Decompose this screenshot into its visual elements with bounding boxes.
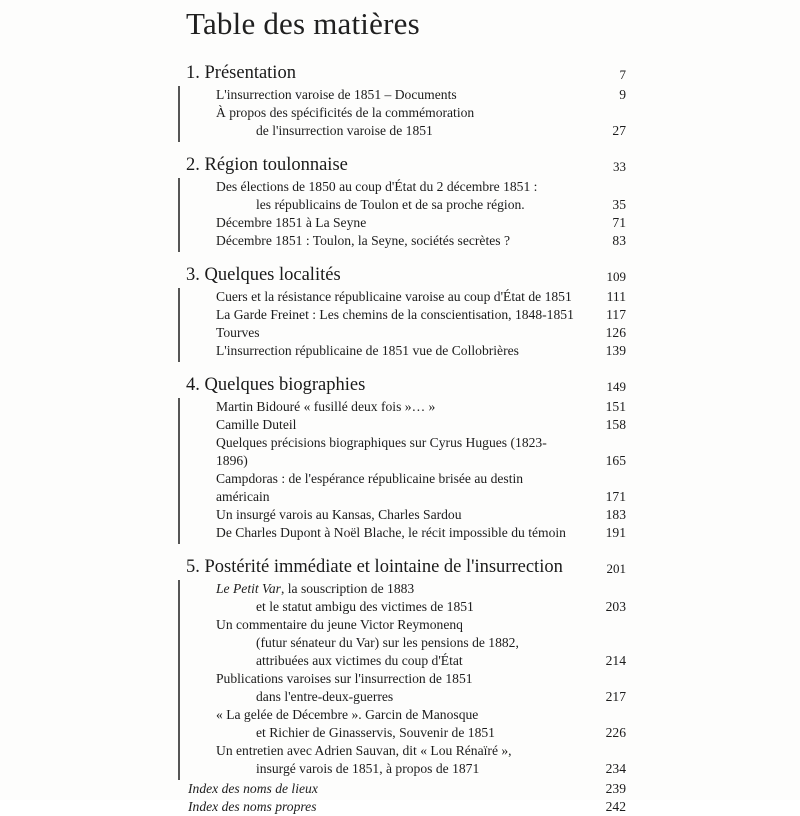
entry-page-number: 191 [605,525,626,540]
entry-title-italic: Le Petit Var [216,581,281,596]
toc-entry[interactable] [186,306,630,324]
entry-title: De Charles Dupont à Noël Blache, le récit impossible du témoin [216,525,566,540]
entry-page-number: 214 [605,653,626,668]
index-page-number: 242 [605,799,626,814]
page-title: Table des matières [186,6,420,41]
entry-title: Cuers et la résistance républicaine varoise au coup d'État de 1851 [216,289,572,304]
toc-entry[interactable] [186,214,630,232]
entry-title: Campdoras : de l'espérance républicaine brisée au destin américain [216,471,524,504]
section-page-number: 149 [606,379,626,394]
toc-section-3 [186,264,630,360]
entry-title: Publications varoises sur l'insurrection de 1851 [216,671,473,686]
entry-page-number: 203 [605,599,626,614]
entry-title: Camille Duteil [216,417,297,432]
entry-title: Un insurgé varois au Kansas, Charles Sardou [216,507,462,522]
index-entry-names[interactable] [186,798,630,816]
entry-title-continued: et le statut ambigu des victimes de 1851 [256,599,474,614]
entry-title-continued: les républicains de Toulon et de sa proche région. [256,197,525,212]
entry-title: Tourves [216,325,260,340]
toc-entry[interactable] [186,434,630,470]
entry-title: La Garde Freinet : Les chemins de la conscientisation, 1848-1851 [216,307,574,322]
index-page-number: 239 [605,781,626,796]
toc-entry[interactable] [186,86,630,104]
toc-entry[interactable] [186,742,630,778]
section-heading-text: 2. Région toulonnaise [186,155,348,175]
section-heading-text: 1. Présentation [186,63,296,83]
entry-title: L'insurrection varoise de 1851 – Documents [216,87,457,102]
toc-entry[interactable] [186,580,630,616]
entry-title: Des élections de 1850 au coup d'État du 2 décembre 1851 : [216,179,538,194]
section-heading-text: 5. Postérité immédiate et lointaine de l'insurrection [186,557,563,577]
section-heading-text: 4. Quelques biographies [186,375,366,395]
section-heading[interactable] [186,556,630,580]
toc-section-1 [186,62,630,140]
toc-entry[interactable] [186,342,630,360]
entry-page-number: 171 [605,489,626,504]
toc-entry[interactable] [186,506,630,524]
toc-section-4 [186,374,630,542]
toc-entry[interactable] [186,670,630,706]
entry-title: Un entretien avec Adrien Sauvan, dit « Lou Rénaïré », [216,743,512,758]
toc-entry[interactable] [186,178,630,214]
toc-entry[interactable] [186,706,630,742]
toc-section-5 [186,556,630,778]
index-title: Index des noms propres [188,799,317,814]
entry-title-continued: attribuées aux victimes du coup d'État [256,653,463,668]
entry-page-number: 183 [605,507,626,522]
section-page-number: 201 [606,561,626,576]
entry-title-continued: insurgé varois de 1851, à propos de 1871 [256,761,480,776]
toc-entry[interactable] [186,324,630,342]
entry-title: L'insurrection républicaine de 1851 vue de Collobrières [216,343,519,358]
section-heading[interactable] [186,154,630,178]
entry-title: Quelques précisions biographiques sur Cyrus Hugues (1823-1896) [216,435,547,468]
section-rule [178,398,180,544]
section-page-number: 33 [613,159,626,174]
entry-page-number: 117 [606,307,626,322]
toc-entry[interactable] [186,616,630,670]
entry-page-number: 126 [605,325,626,340]
section-page-number: 7 [619,67,626,82]
section-rule [178,580,180,780]
section-heading[interactable] [186,264,630,288]
toc-entry[interactable] [186,232,630,250]
entry-title-continued: et Richier de Ginasservis, Souvenir de 1851 [256,725,495,740]
entry-title: Martin Bidouré « fusillé deux fois »… » [216,399,436,414]
index-title: Index des noms de lieux [188,781,318,796]
entry-page-number: 111 [606,289,626,304]
toc-entry[interactable] [186,416,630,434]
toc-entry[interactable] [186,470,630,506]
toc-entry[interactable] [186,104,630,140]
entry-title: À propos des spécificités de la commémoration [216,105,475,120]
section-heading-text: 3. Quelques localités [186,265,341,285]
section-heading[interactable] [186,62,630,86]
entry-title: Décembre 1851 : Toulon, la Seyne, sociétés secrètes ? [216,233,510,248]
entry-page-number: 139 [605,343,626,358]
entry-page-number: 9 [619,87,626,102]
section-rule [178,288,180,362]
entry-title: Décembre 1851 à La Seyne [216,215,367,230]
toc-entry[interactable] [186,288,630,306]
entry-page-number: 226 [605,725,626,740]
toc-entry[interactable] [186,398,630,416]
entry-title-continued: de l'insurrection varoise de 1851 [256,123,433,138]
entry-page-number: 151 [605,399,626,414]
entry-page-number: 158 [605,417,626,432]
entry-page-number: 234 [605,761,626,776]
entry-title: « La gelée de Décembre ». Garcin de Manosque [216,707,479,722]
entry-title: , la souscription de 1883 [280,581,415,596]
entry-title-continued: dans l'entre-deux-guerres [256,689,394,704]
entry-title: Un commentaire du jeune Victor Reymonenq [216,617,463,632]
section-rule [178,178,180,252]
section-heading[interactable] [186,374,630,398]
section-rule [178,86,180,142]
toc-section-2 [186,154,630,250]
entry-page-number: 165 [605,453,626,468]
section-page-number: 109 [606,269,626,284]
entry-title-continued: (futur sénateur du Var) sur les pensions de 1882, [256,635,519,650]
index-entry-places[interactable] [186,780,630,798]
entry-page-number: 83 [612,233,626,248]
entry-page-number: 71 [612,215,626,230]
entry-page-number: 217 [605,689,626,704]
entry-page-number: 35 [612,197,626,212]
entry-page-number: 27 [612,123,626,138]
table-of-contents [186,62,630,816]
toc-entry[interactable] [186,524,630,542]
